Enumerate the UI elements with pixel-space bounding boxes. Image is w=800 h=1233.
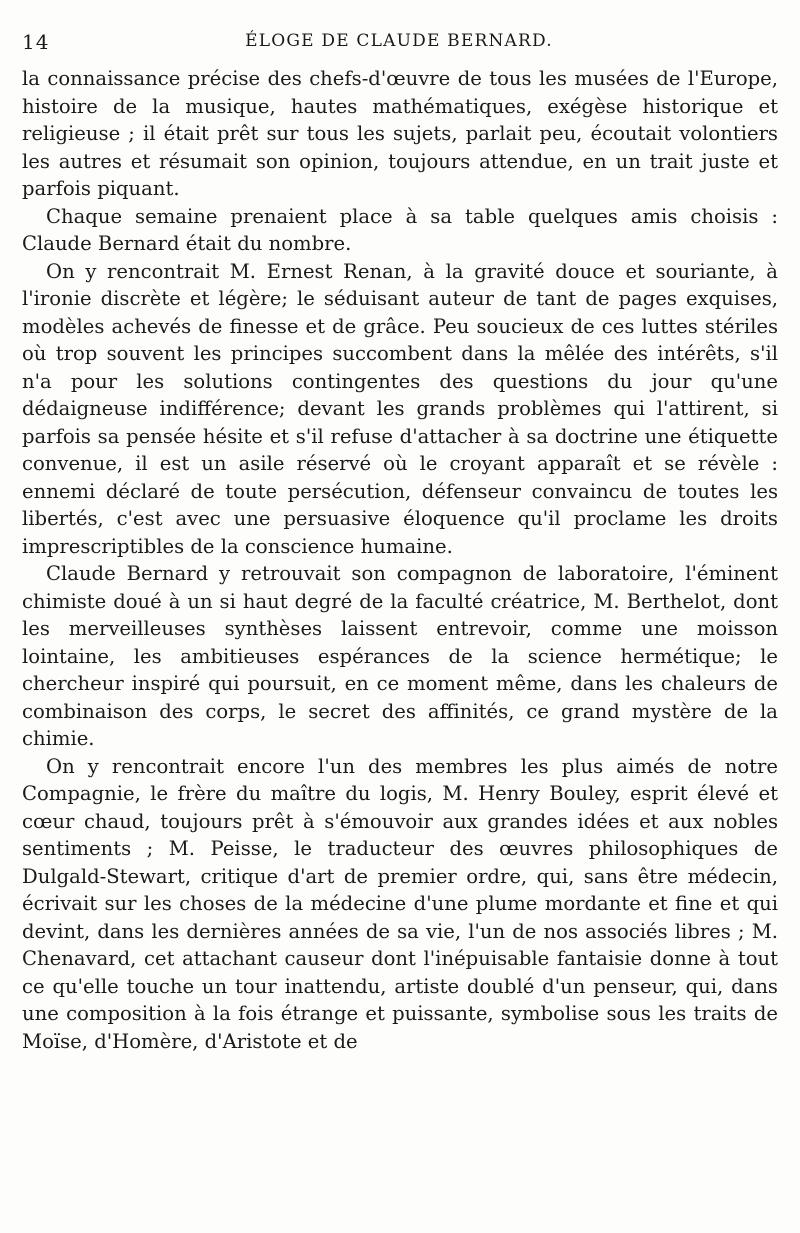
paragraph: On y rencontrait encore l'un des membres les plus aimés de notre Compagnie, le frère du maître du logis, M. Henry Bouley, esprit élevé et cœur chaud, toujours prêt à s'émouvoir aux grandes idées et aux nobles sentiments ; M. Peisse, le traducteur des œuvres philosophiques de Dulgald-Stewart, critique d'art de premier ordre, qui, sans être médecin, écrivait sur les choses de la médecine d'une plume mordante et fine et qui devint, dans les dernières années de sa vie, l'un de nos associés libres ; M. Chenavard, cet attachant causeur dont l'inépuisable fantaisie donne à tout ce qu'elle touche un tour inattendu, artiste doublé d'un penseur, qui, dans une composition à la fois étrange et puissante, symbolise sous les traits de Moïse, d'Homère, d'Aristote et de xyxy=(22,754,778,1053)
paragraph: Claude Bernard y retrouvait son compagnon de laboratoire, l'éminent chimiste doué à un si haut degré de la faculté créatrice, M. Berthelot, dont les merveilleuses synthèses laissent entrevoir, comme une moisson lointaine, les ambitieuses espérances de la science hermétique; le chercheur inspiré qui poursuit, en ce moment même, dans les chaleurs de combinaison des corps, le secret des affinités, ce grand mystère de la chimie. xyxy=(22,562,778,750)
page-header xyxy=(20,30,778,56)
paragraph: Chaque semaine prenaient place à sa table quelques amis choisis : Claude Bernard était du nombre. xyxy=(22,204,778,255)
page-number: 14 xyxy=(22,30,50,54)
paragraph: On y rencontrait M. Ernest Renan, à la gravité douce et souriante, à l'ironie discrète et légère; le séduisant auteur de tant de pages exquises, modèles achevés de finesse et de grâce. Peu soucieux de ces luttes stériles où trop souvent les principes succombent dans la mêlée des intérêts, s'il n'a pour les solutions contingentes des questions du jour qu'une dédaigneuse indifférence; devant les grands problèmes qui l'attirent, si parfois sa pensée hésite et s'il refuse d'attacher à sa doctrine une étiquette convenue, il est un asile réservé où le croyant apparaît et se révèle : ennemi déclaré de toute persécution, défenseur convaincu de toutes les libertés, c'est avec une persuasive éloquence qu'il proclame les droits imprescriptibles de la conscience humaine. xyxy=(22,259,778,558)
running-title: ÉLOGE DE CLAUDE BERNARD. xyxy=(245,31,553,51)
paragraph-continued: la connaissance précise des chefs-d'œuvre de tous les musées de l'Europe, histoire de la musique, hautes mathématiques, exégèse historique et religieuse ; il était prêt sur tous les sujets, parlait peu, écoutait volontiers les autres et résumait son opinion, toujours attendue, en un trait juste et parfois piquant. xyxy=(22,67,778,200)
body-text xyxy=(22,65,778,1055)
